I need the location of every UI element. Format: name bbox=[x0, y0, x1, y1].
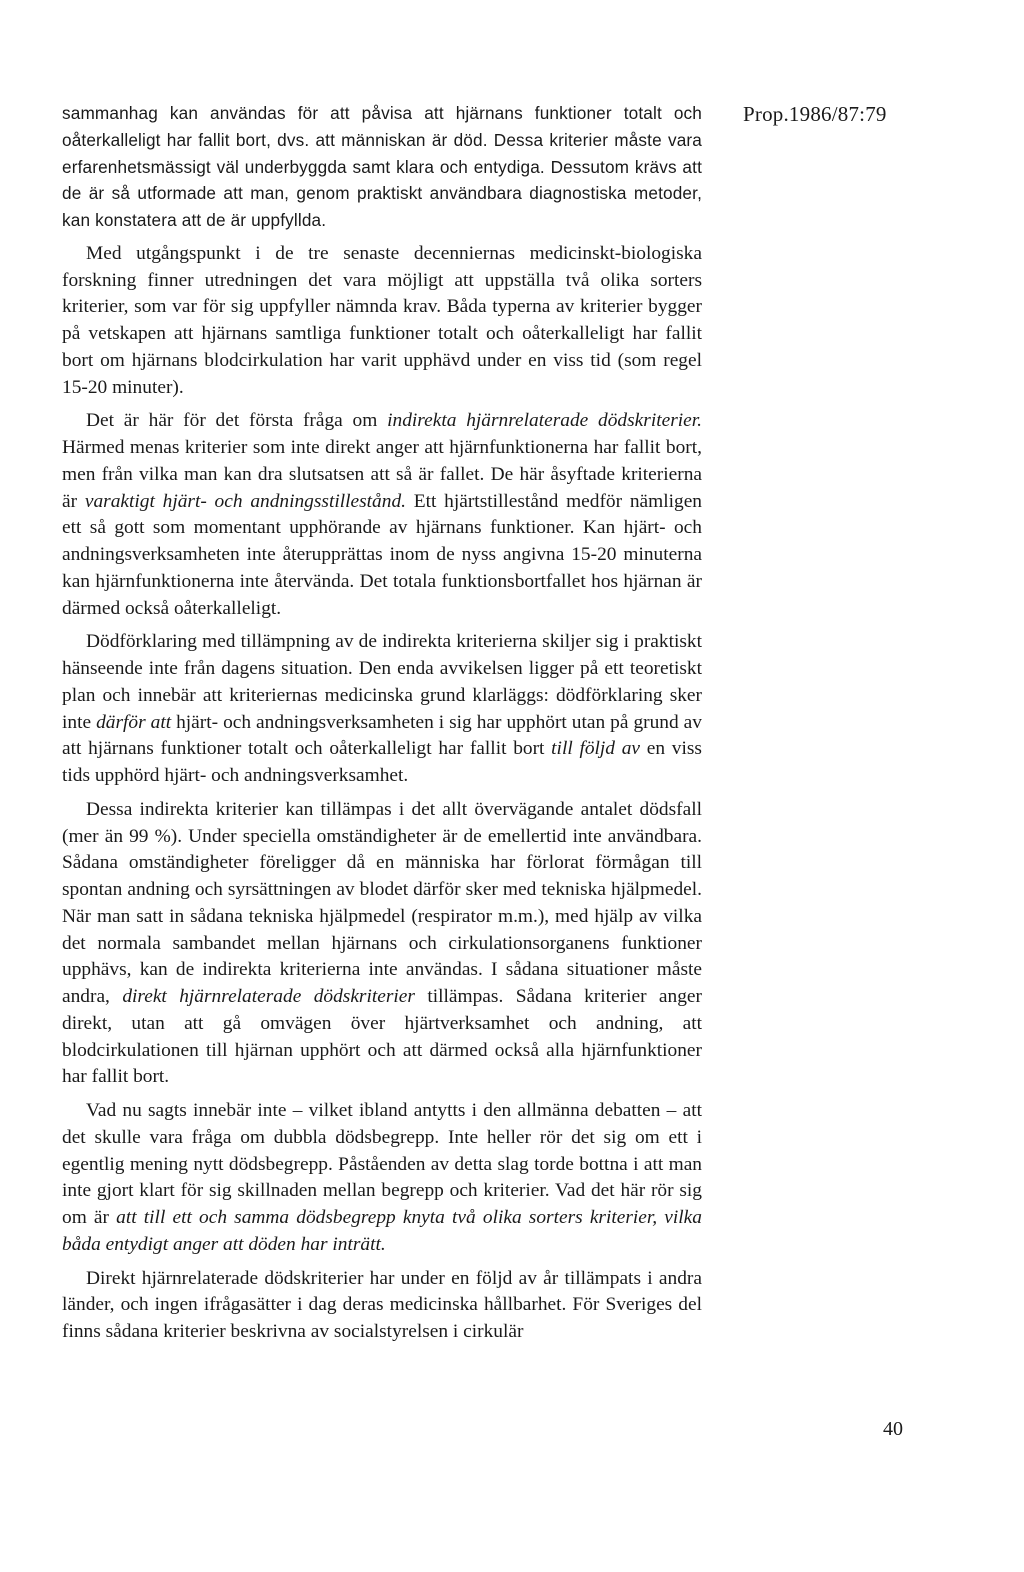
text-run: tillämpas. Sådana kriterier anger direkt, utan att gå omvägen över hjärtverksamhet och andning, att blodcirkulationen till hjärnan upphört och att därmed också alla hjärnfunktioner har fallit bort. bbox=[62, 986, 702, 1088]
italic-text-run: indirekta hjärnrelaterade dödskriterier. bbox=[387, 410, 702, 432]
text-run: Härmed menas kriterier som inte direkt anger att hjärnfunktionerna har fallit bort, men från vilka man kan dra slutsatsen att så är fallet. De här åsyftade kriterierna är bbox=[62, 437, 702, 512]
text-run: Direkt hjärnrelaterade dödskriterier har under en följd av år tillämpats i andra länder, och ingen ifrågasätter i dag deras medicinska hållbarhet. För Sveriges del finns sådana kriterier beskrivna av socialstyrelsen i cirkulär bbox=[62, 1267, 702, 1342]
text-run: sammanhag kan användas för att påvisa att hjärnans funktioner totalt och oåterkalleligt har fallit bort, dvs. att människan är död. Dessa kriterier måste vara erfarenhetsmässigt väl underbyggda samt klara och entydiga. Dessutom krävs att de är så utformade att man, genom praktiskt användbara diagnostiska metoder, kan konstatera att de är uppfyllda. bbox=[62, 103, 702, 230]
paragraph bbox=[62, 1266, 702, 1346]
paragraph bbox=[62, 241, 702, 402]
text-run: Ett hjärtstillestånd medför nämligen ett så gott som momentant upphörande av hjärnans funktioner. Kan hjärt- och andningsverksamheten inte återupprättas inom de nyss angivna 15-20 minuterna kan hjärnfunktionerna inte återvända. Det totala funktionsbortfallet hos hjärnan är därmed också oåterkalleligt. bbox=[62, 490, 703, 619]
paragraph bbox=[62, 1098, 702, 1259]
paragraph bbox=[62, 629, 702, 790]
text-run: Det är här för det första fråga om bbox=[86, 410, 388, 432]
text-run: hjärt- och andningsverksamheten i sig har upphört utan på grund av att hjärnans funktioner totalt och oåterkalleligt har fallit bort bbox=[62, 711, 702, 760]
italic-text-run: därför att bbox=[96, 711, 172, 733]
italic-text-run: varaktigt hjärt- och andningsstillestånd. bbox=[84, 490, 406, 512]
italic-text-run: direkt hjärnrelaterade dödskriterier bbox=[122, 986, 415, 1007]
body-text bbox=[62, 100, 702, 1346]
text-run: Vad nu sagts innebär inte – vilket ibland antytts i den allmänna debatten – att det skulle vara fråga om dubbla dödsbegrepp. Inte heller rör det sig om ett i egentlig mening nytt dödsbegrepp. Påståenden av detta slag torde bottna i att man inte gjort klart för sig skillnaden mellan begrepp och kriterier. Vad det här rör sig om är bbox=[62, 1100, 702, 1228]
paragraph bbox=[62, 408, 702, 622]
paragraph bbox=[62, 100, 702, 234]
text-run: Dessa indirekta kriterier kan tillämpas i det allt övervägande antalet dödsfall (mer än 99 %). Under speciella omständigheter är de emellertid inte användbara. Sådana omständigheter föreligger då en människa har förlorat förmågan till spontan andning och syrsättningen av blodet därför sker med tekniska hjälpmedel. När man satt in sådana tekniska hjälpmedel (respirator m.m.), med hjälp av vilka det normala sambandet mellan hjärnans och cirkulationsorganens funktioner upphävs, kan de indirekta kriterierna inte användas. I sådana situationer måste andra, bbox=[62, 798, 702, 1007]
text-run: Med utgångspunkt i de tre senaste decenniernas medicinskt-biologiska forskning finner utredningen det vara möjligt att uppställa två olika sorters kriterier, som var för sig uppfyller nämnda krav. Båda typerna av kriterier bygger på vetskapen att hjärnans samtliga funktioner totalt och oåterkalleligt har fallit bort om hjärnans blodcirkulation har varit upphävd under en viss tid (som regel 15-20 minuter). bbox=[62, 242, 702, 398]
page-number: 40 bbox=[883, 1418, 903, 1440]
italic-text-run: till följd av bbox=[551, 738, 641, 760]
italic-text-run: att till ett och samma dödsbegrepp knyta två olika sorters kriterier, vilka båda entydigt anger att döden har inträtt. bbox=[62, 1207, 702, 1255]
paragraph bbox=[62, 797, 702, 1091]
text-run: Dödförklaring med tillämpning av de indirekta kriterierna skiljer sig i praktiskt hänseende inte från dagens situation. Den enda avvikelsen ligger på ett teoretiskt plan och innebär att kriteriernas medicinska grund klarläggs: dödförklaring sker inte bbox=[62, 631, 702, 733]
text-run: en viss tids upphörd hjärt- och andningsverksamhet. bbox=[62, 738, 702, 786]
proposition-reference: Prop.1986/87:79 bbox=[743, 102, 887, 126]
